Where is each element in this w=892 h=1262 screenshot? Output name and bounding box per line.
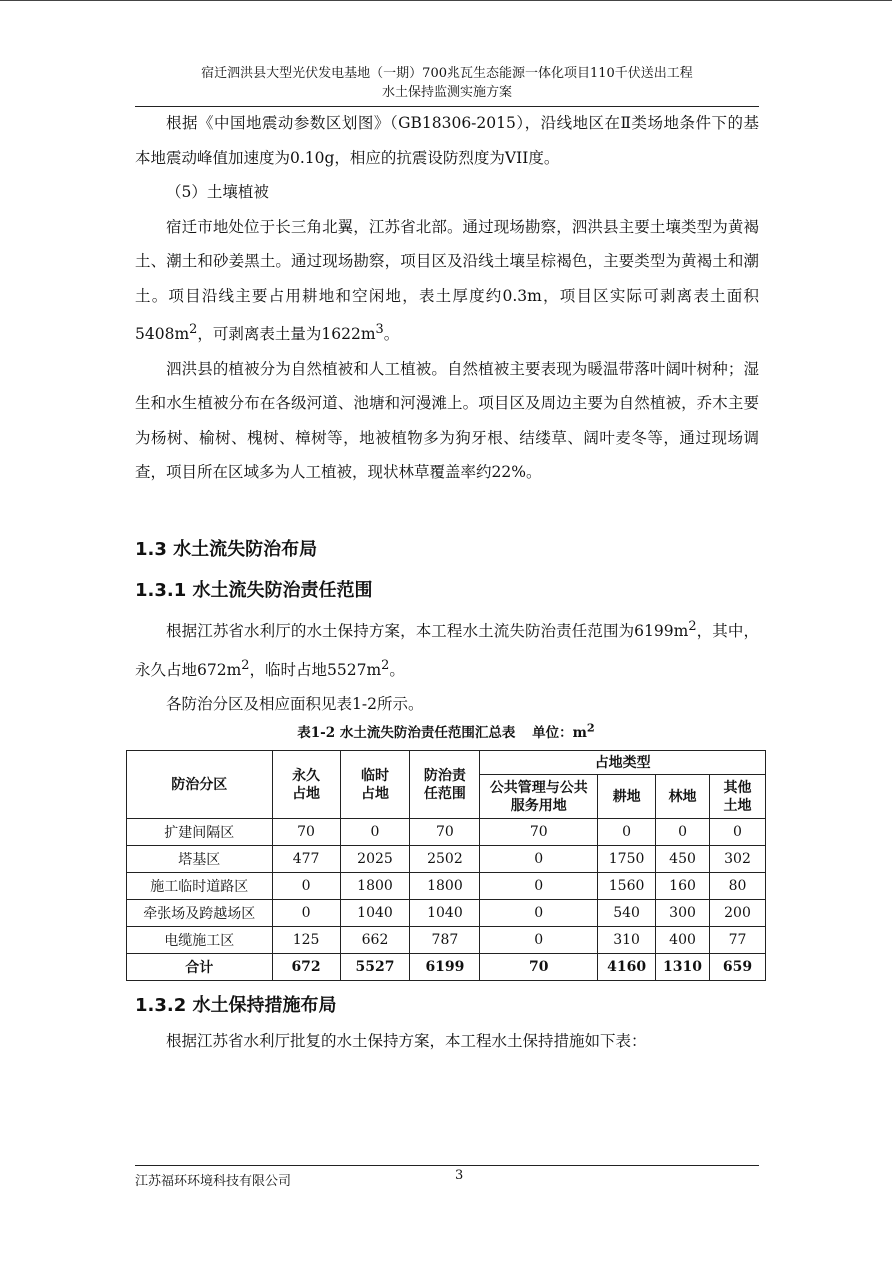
table-cell-value: 0 bbox=[656, 819, 710, 846]
table-cell-value: 6199 bbox=[410, 954, 480, 981]
table-body bbox=[127, 819, 766, 981]
table-cell-value: 450 bbox=[656, 846, 710, 873]
footer-company: 江苏福环环境科技有限公司 bbox=[135, 1174, 292, 1189]
paragraph-soil-heading: （5）土壤植被 bbox=[166, 183, 269, 201]
table-cell-value: 1560 bbox=[598, 873, 656, 900]
section-heading-1-3-1: 1.3.1 水土流失防治责任范围 bbox=[135, 580, 373, 601]
table-caption-unit: 单位：$m^2$ bbox=[532, 720, 595, 741]
paragraph-soil: 宿迁市地处位于长三角北翼，江苏省北部。通过现场勘察，泗洪县主要土壤类型为黄褐土、潮土和砂姜黑土。通过现场勘察，项目区及沿线土壤呈棕褐色，主要类型为黄褐土和潮土。项目沿线主要占用耕地和空闲地，表土厚度约0.3m，项目区实际可剥离表土面积$5408m^2$，可剥离表土量为$1622m^3$。 bbox=[135, 217, 759, 344]
table-cell-value: 0 bbox=[480, 900, 598, 927]
header-permanent: 永久占地 bbox=[272, 751, 340, 819]
table-cell-value: 302 bbox=[710, 846, 766, 873]
header-land-type: 占地类型 bbox=[480, 751, 766, 775]
table-cell-zone: 牵张场及跨越场区 bbox=[127, 900, 273, 927]
table-cell-value: 787 bbox=[410, 927, 480, 954]
table-row bbox=[127, 846, 766, 873]
table-cell-value: 0 bbox=[598, 819, 656, 846]
table-cell-value: 672 bbox=[272, 954, 340, 981]
superscript: 2 bbox=[241, 657, 250, 673]
header-public-land: 公共管理与公共服务用地 bbox=[480, 775, 598, 819]
table-cell-value: 0 bbox=[272, 900, 340, 927]
header-temporary: 临时占地 bbox=[340, 751, 410, 819]
table-cell-zone: 塔基区 bbox=[127, 846, 273, 873]
header-farmland: 耕地 bbox=[598, 775, 656, 819]
table-cell-value: 300 bbox=[656, 900, 710, 927]
paragraph-seismic: 根据《中国地震动参数区划图》（GB18306-2015），沿线地区在Ⅱ类场地条件下的基本地震动峰值加速度为0.10g，相应的抗震设防烈度为VII度。 bbox=[135, 114, 759, 167]
table-cell-value: 662 bbox=[340, 927, 410, 954]
header-forest: 林地 bbox=[656, 775, 710, 819]
table-cell-value: 2502 bbox=[410, 846, 480, 873]
table-cell-zone: 扩建间隔区 bbox=[127, 819, 273, 846]
paragraph-vegetation: 泗洪县的植被分为自然植被和人工植被。自然植被主要表现为暖温带落叶阔叶树种；湿生和水生植被分布在各级河道、池塘和河漫滩上。项目区及周边主要为自然植被，乔木主要为杨树、榆树、槐树、樟树等，地被植物多为狗牙根、结缕草、阔叶麦冬等，通过现场调查，项目所在区域多为人工植被，现状林草覆盖率约22%。 bbox=[135, 359, 759, 482]
section-heading-1-3: 1.3 水土流失防治布局 bbox=[135, 539, 318, 560]
header-other-land: 其他土地 bbox=[710, 775, 766, 819]
superscript: 2 bbox=[189, 322, 198, 337]
header-zone: 防治分区 bbox=[127, 751, 273, 819]
paragraph-table-ref: 各防治分区及相应面积见表1-2所示。 bbox=[166, 695, 424, 714]
table-cell-value: 400 bbox=[656, 927, 710, 954]
table-cell-value: 1800 bbox=[410, 873, 480, 900]
table-cell-value: 70 bbox=[410, 819, 480, 846]
table-row bbox=[127, 900, 766, 927]
table-cell-value: 1310 bbox=[656, 954, 710, 981]
superscript: 2 bbox=[688, 619, 697, 634]
table-cell-value: 0 bbox=[340, 819, 410, 846]
table-cell-value: 0 bbox=[272, 873, 340, 900]
body-block-2 bbox=[135, 610, 759, 722]
table-cell-zone: 电缆施工区 bbox=[127, 927, 273, 954]
table-cell-value: 0 bbox=[480, 873, 598, 900]
table-cell-value: 659 bbox=[710, 954, 766, 981]
table-cell-value: 70 bbox=[480, 819, 598, 846]
section-heading-1-3-2: 1.3.2 水土保持措施布局 bbox=[135, 995, 337, 1016]
table-cell-value: 200 bbox=[710, 900, 766, 927]
table-cell-value: 80 bbox=[710, 873, 766, 900]
table-cell-value: 1750 bbox=[598, 846, 656, 873]
body-block-1 bbox=[135, 106, 759, 490]
header-title-line2: 水土保持监测实施方案 bbox=[381, 85, 512, 100]
page-top-border bbox=[0, 0, 892, 1]
page-number: 3 bbox=[455, 1168, 464, 1183]
table-cell-value: 0 bbox=[710, 819, 766, 846]
table-cell-value: 5527 bbox=[340, 954, 410, 981]
table-cell-value: 77 bbox=[710, 927, 766, 954]
table-cell-value: 4160 bbox=[598, 954, 656, 981]
running-header bbox=[135, 64, 759, 102]
table-cell-value: 70 bbox=[272, 819, 340, 846]
table-cell-value: 0 bbox=[480, 846, 598, 873]
table-cell-zone: 施工临时道路区 bbox=[127, 873, 273, 900]
table-cell-value: 540 bbox=[598, 900, 656, 927]
table-cell-zone: 合计 bbox=[127, 954, 273, 981]
table-row bbox=[127, 873, 766, 900]
paragraph-measures: 根据江苏省水利厅批复的水土保持方案，本工程水土保持措施如下表： bbox=[166, 1032, 647, 1050]
table-caption-title: 表1-2 水土流失防治责任范围汇总表 bbox=[297, 724, 516, 741]
table-cell-value: 310 bbox=[598, 927, 656, 954]
table-cell-value: 0 bbox=[480, 927, 598, 954]
table-row bbox=[127, 927, 766, 954]
header-responsibility: 防治责任范围 bbox=[410, 751, 480, 819]
responsibility-table bbox=[126, 750, 766, 981]
table-cell-value: 125 bbox=[272, 927, 340, 954]
paragraph-responsibility: 根据江苏省水利厅的水土保持方案，本工程水土流失防治责任范围为$6199m^2$，其中，永久占地$672m^2$，临时占地$5527m^2$。 bbox=[135, 619, 759, 679]
table-cell-value: 1040 bbox=[410, 900, 480, 927]
body-block-3 bbox=[135, 1024, 759, 1059]
table-cell-value: 1800 bbox=[340, 873, 410, 900]
table-row bbox=[127, 819, 766, 846]
table-caption bbox=[126, 720, 766, 741]
footer-divider bbox=[135, 1165, 759, 1166]
superscript: 3 bbox=[375, 322, 384, 337]
table-cell-value: 2025 bbox=[340, 846, 410, 873]
table-cell-value: 477 bbox=[272, 846, 340, 873]
table-cell-value: 1040 bbox=[340, 900, 410, 927]
superscript: 2 bbox=[381, 657, 390, 673]
header-title-line1: 宿迁泗洪县大型光伏发电基地（一期）700兆瓦生态能源一体化项目110千伏送出工程 bbox=[201, 66, 693, 81]
table-cell-value: 70 bbox=[480, 954, 598, 981]
table-cell-value: 160 bbox=[656, 873, 710, 900]
table-total-row bbox=[127, 954, 766, 981]
